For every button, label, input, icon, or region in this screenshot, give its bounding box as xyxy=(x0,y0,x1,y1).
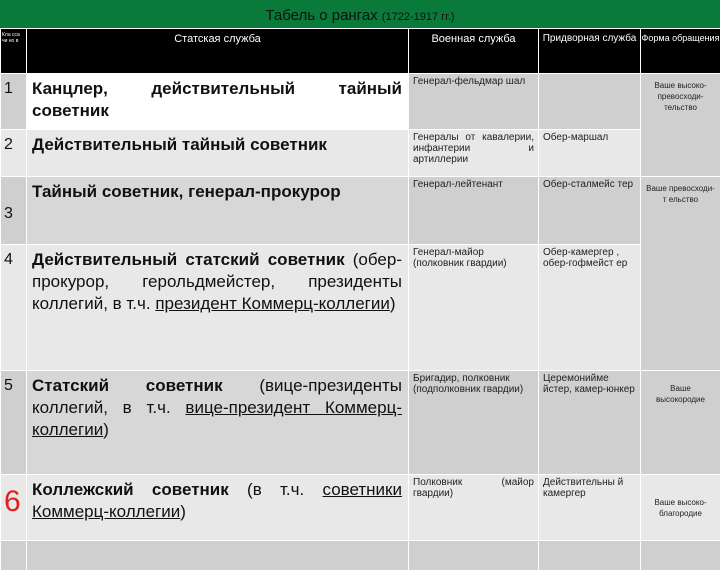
table-row-cutoff xyxy=(1,541,720,571)
table-row xyxy=(1,74,720,130)
court-rank: Действительны й камергер xyxy=(539,475,641,541)
civil-rank-note-end: ) xyxy=(103,420,109,439)
table-row xyxy=(1,371,720,475)
rank-number-highlighted: 6 xyxy=(1,475,27,541)
address-form: Ваше высоко-превосходи-тельство xyxy=(641,74,720,177)
rank-number: 1 xyxy=(1,74,27,130)
commerce-collegium-link[interactable]: советники Коммерц-коллегии xyxy=(32,480,402,521)
civil-rank-title: Тайный советник, генерал-прокурор xyxy=(32,182,341,201)
court-rank: Церемониймe йстер, камер-юнкер xyxy=(539,371,641,475)
military-rank: Генерал-фельдмар шал xyxy=(409,74,539,130)
military-rank: Генералы от кавалерии, инфантерии и артиллерии xyxy=(409,130,539,177)
header-court-service: Придворная служба xyxy=(539,29,641,74)
title-years: (1722-1917 гг.) xyxy=(382,11,455,23)
military-rank: Генерал-лейтенант xyxy=(409,177,539,245)
court-rank: Обер-камергер , обер-гофмейст ер xyxy=(539,245,641,371)
rank-number: 3 xyxy=(1,177,27,245)
civil-rank xyxy=(27,130,409,177)
table-row xyxy=(1,475,720,541)
civil-rank-note-end: ) xyxy=(390,294,396,313)
civil-rank-title: Действительный статский советник xyxy=(32,250,345,269)
address-form: Ваше высоко-благородие xyxy=(641,475,720,541)
civil-rank-note: (в т.ч. xyxy=(229,480,323,499)
commerce-collegium-link[interactable]: президент Коммерц-коллегии xyxy=(155,294,390,313)
civil-rank-title: Действительный тайный советник xyxy=(32,135,327,154)
table-header-row xyxy=(1,29,720,74)
civil-rank-note: (обер-прокурор, герольдмейстер, президенты коллегий, в т.ч. xyxy=(32,250,402,313)
court-rank: Обер-маршал xyxy=(539,130,641,177)
table-row xyxy=(1,177,720,245)
rank-number: 5 xyxy=(1,371,27,475)
title-main: Табель о рангах xyxy=(265,7,377,24)
header-class: Кла сса чи но в xyxy=(1,29,27,74)
rank-number: 4 xyxy=(1,245,27,371)
military-rank: Полковник (майор гвардии) xyxy=(409,475,539,541)
address-form: Ваше превосходи-т ельство xyxy=(641,177,720,371)
civil-rank xyxy=(27,177,409,245)
table-row xyxy=(1,245,720,371)
civil-rank-title: Статский советник xyxy=(32,376,223,395)
military-rank: Бригадир, полковник (подполковник гвардии) xyxy=(409,371,539,475)
civil-rank-note-end: ) xyxy=(180,502,186,521)
civil-rank-title: Коллежский советник xyxy=(32,480,229,499)
header-military-service: Военная служба xyxy=(409,29,539,74)
military-rank: Генерал-майор (полковник гвардии) xyxy=(409,245,539,371)
header-civil-service: Статская служба xyxy=(27,29,409,74)
slide-title xyxy=(0,0,720,28)
ranks-table xyxy=(0,28,720,571)
civil-rank-title: Канцлер, действительный тайный советник xyxy=(32,79,402,120)
address-form: Ваше высокородие xyxy=(641,371,720,475)
civil-rank xyxy=(27,74,409,130)
court-rank: Обер-сталмейс тер xyxy=(539,177,641,245)
civil-rank-note: (вице-президенты коллегий, в т.ч. xyxy=(32,376,402,417)
table-row xyxy=(1,130,720,177)
commerce-collegium-link[interactable]: вице-президент Коммерц-коллегии xyxy=(32,398,402,439)
rank-number: 2 xyxy=(1,130,27,177)
civil-rank xyxy=(27,475,409,541)
header-address-form: Форма обращения xyxy=(641,29,720,74)
court-rank xyxy=(539,74,641,130)
civil-rank xyxy=(27,371,409,475)
civil-rank xyxy=(27,245,409,371)
